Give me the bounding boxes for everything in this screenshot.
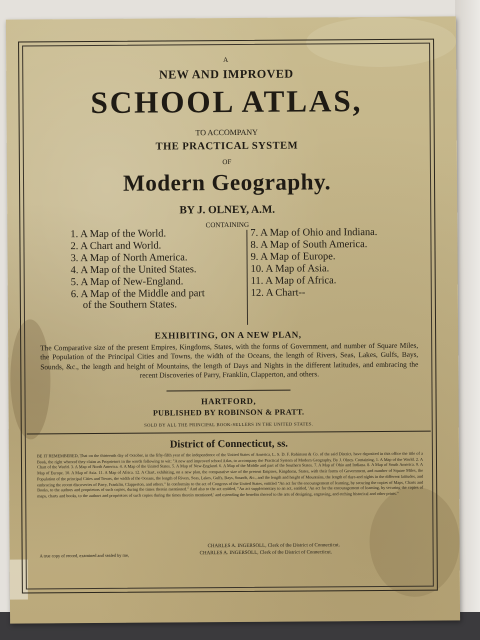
map-list-item: 10. A Map of Asia.	[250, 263, 330, 275]
atlas-cover	[6, 16, 460, 623]
section-rule	[27, 431, 431, 435]
map-list-right	[250, 227, 430, 300]
map-list-item: 8. A Map of South America.	[250, 238, 368, 251]
exhibiting-heading: EXHIBITING, ON A NEW PLAN,	[154, 329, 302, 341]
clerk-signature: CHARLES A. INGERSOLL, Clerk of the District of Connecticut.	[207, 543, 340, 550]
imprint-city: HARTFORD,	[201, 395, 257, 407]
map-list-item: 11. A Map of Africa.	[250, 274, 337, 287]
title-school-atlas: SCHOOL ATLAS,	[90, 83, 363, 120]
map-list-item: 9. A Map of Europe.	[250, 251, 336, 263]
map-list-item: 12. A Chart--	[250, 287, 306, 299]
title-to-accompany: TO ACCOMPANY	[195, 127, 258, 138]
title-new-improved: NEW AND IMPROVED	[159, 66, 294, 82]
author-line: BY J. OLNEY, A.M.	[179, 203, 275, 217]
title-article: A	[223, 56, 230, 65]
true-copy-note: A true copy of record, examined and sealed by me,	[39, 552, 130, 559]
district-heading: District of Connecticut, ss.	[169, 438, 288, 451]
containing-label: CONTAINING	[205, 220, 250, 230]
title-modern-geography: Modern Geography.	[123, 169, 332, 196]
map-list-item: 1. A Map of the World.	[70, 228, 167, 241]
title-practical-system: THE PRACTICAL SYSTEM	[155, 140, 299, 153]
copyright-notice: BE IT REMEMBERED, That on the thirteenth day of October, in the fifty-fifth year of the independence of the United States of America, L. S. D. F. Robinson & Co. of the said District, have deposited in this office the title of a Book, the right whereof they claim as Proprietors in the words following to wit: "A new and improved school Atlas, to accompany the Practical System of Modern Geography. By J. Olney. Containing, 1. A Map of the World. 2. A Chart of the World. 3. A Map of North America. 4. A Map of the United States. 5. A Map of New-England. 6. A Map of the Middle and part of the Southern States. 7. A Map of Ohio and Indiana. 8. A Map of South America. 9. A Map of Europe. 10. A Map of Asia. 11. A Map of Africa. 12. A Chart, exhibiting, on a new plan, the comparative size of the present Empires, Kingdoms, States, with their forms of Government, and number of Square Miles, the Population of the principal Cities and Towns, the width of the Oceans, the length of Rivers, Seas, Lakes, Gulfs, Bays, Sounds, &c., and the length and height of Mountains, the length of days and nights in the different latitudes, and embracing the recent discoveries of Parry, Franklin, Clapperton, and others." In conformity to the act of Congress of the United States, entitled "An act for the encouragement of learning, by securing the copies of Maps, Charts and Books, to the authors and proprietors of such copies, during the times therein mentioned." And also to the act entitled, "An act supplementary to an act, entitled, 'An act for the encouragement of learning, by securing the copies of maps, charts and books, to the authors and proprietors of such copies during the times therein mentioned,' and extending the benefits thereof to the arts of designing, engraving, and etching historical and other prints."	[36, 450, 424, 499]
map-list-left	[70, 228, 261, 313]
description-paragraph: The Comparative size of the present Empires, Kingdoms, States, with the forms of Government, and number of Square Miles, the Population of the Principal Cities and Towns, the width of the Oceans, the length of Rivers, Seas, Lakes, Gulfs, Bays, Sounds, &c., the length and height of Mountains, the length of Days and Nights in the different latitudes, and embracing the recent Discoveries of Parry, Franklin, Clapperton, and others.	[40, 340, 419, 380]
title-of: OF	[222, 158, 232, 167]
map-list-item-continuation: of the Southern States.	[82, 299, 178, 312]
clerk-signature: CHARLES A. INGERSOLL, Clerk of the District of Connecticut.	[199, 550, 333, 557]
imprint-publisher: PUBLISHED BY ROBINSON & PRATT.	[152, 407, 305, 418]
map-list-item: 7. A Map of Ohio and Indiana.	[250, 226, 378, 239]
imprint-rule	[166, 390, 290, 392]
map-list-item: 5. A Map of New-England.	[70, 275, 184, 288]
map-list-item: 2. A Chart and World.	[70, 240, 162, 253]
imprint-sold-by: SOLD BY ALL THE PRINCIPAL BOOK-SELLERS IN THE UNITED STATES.	[144, 421, 314, 428]
map-list-item: 6. A Map of the Middle and part	[70, 287, 205, 300]
title-page-content	[24, 47, 432, 588]
map-list-item: 3. A Map of North America.	[70, 252, 188, 264]
map-list-item: 4. A Map of the United States.	[70, 263, 197, 276]
